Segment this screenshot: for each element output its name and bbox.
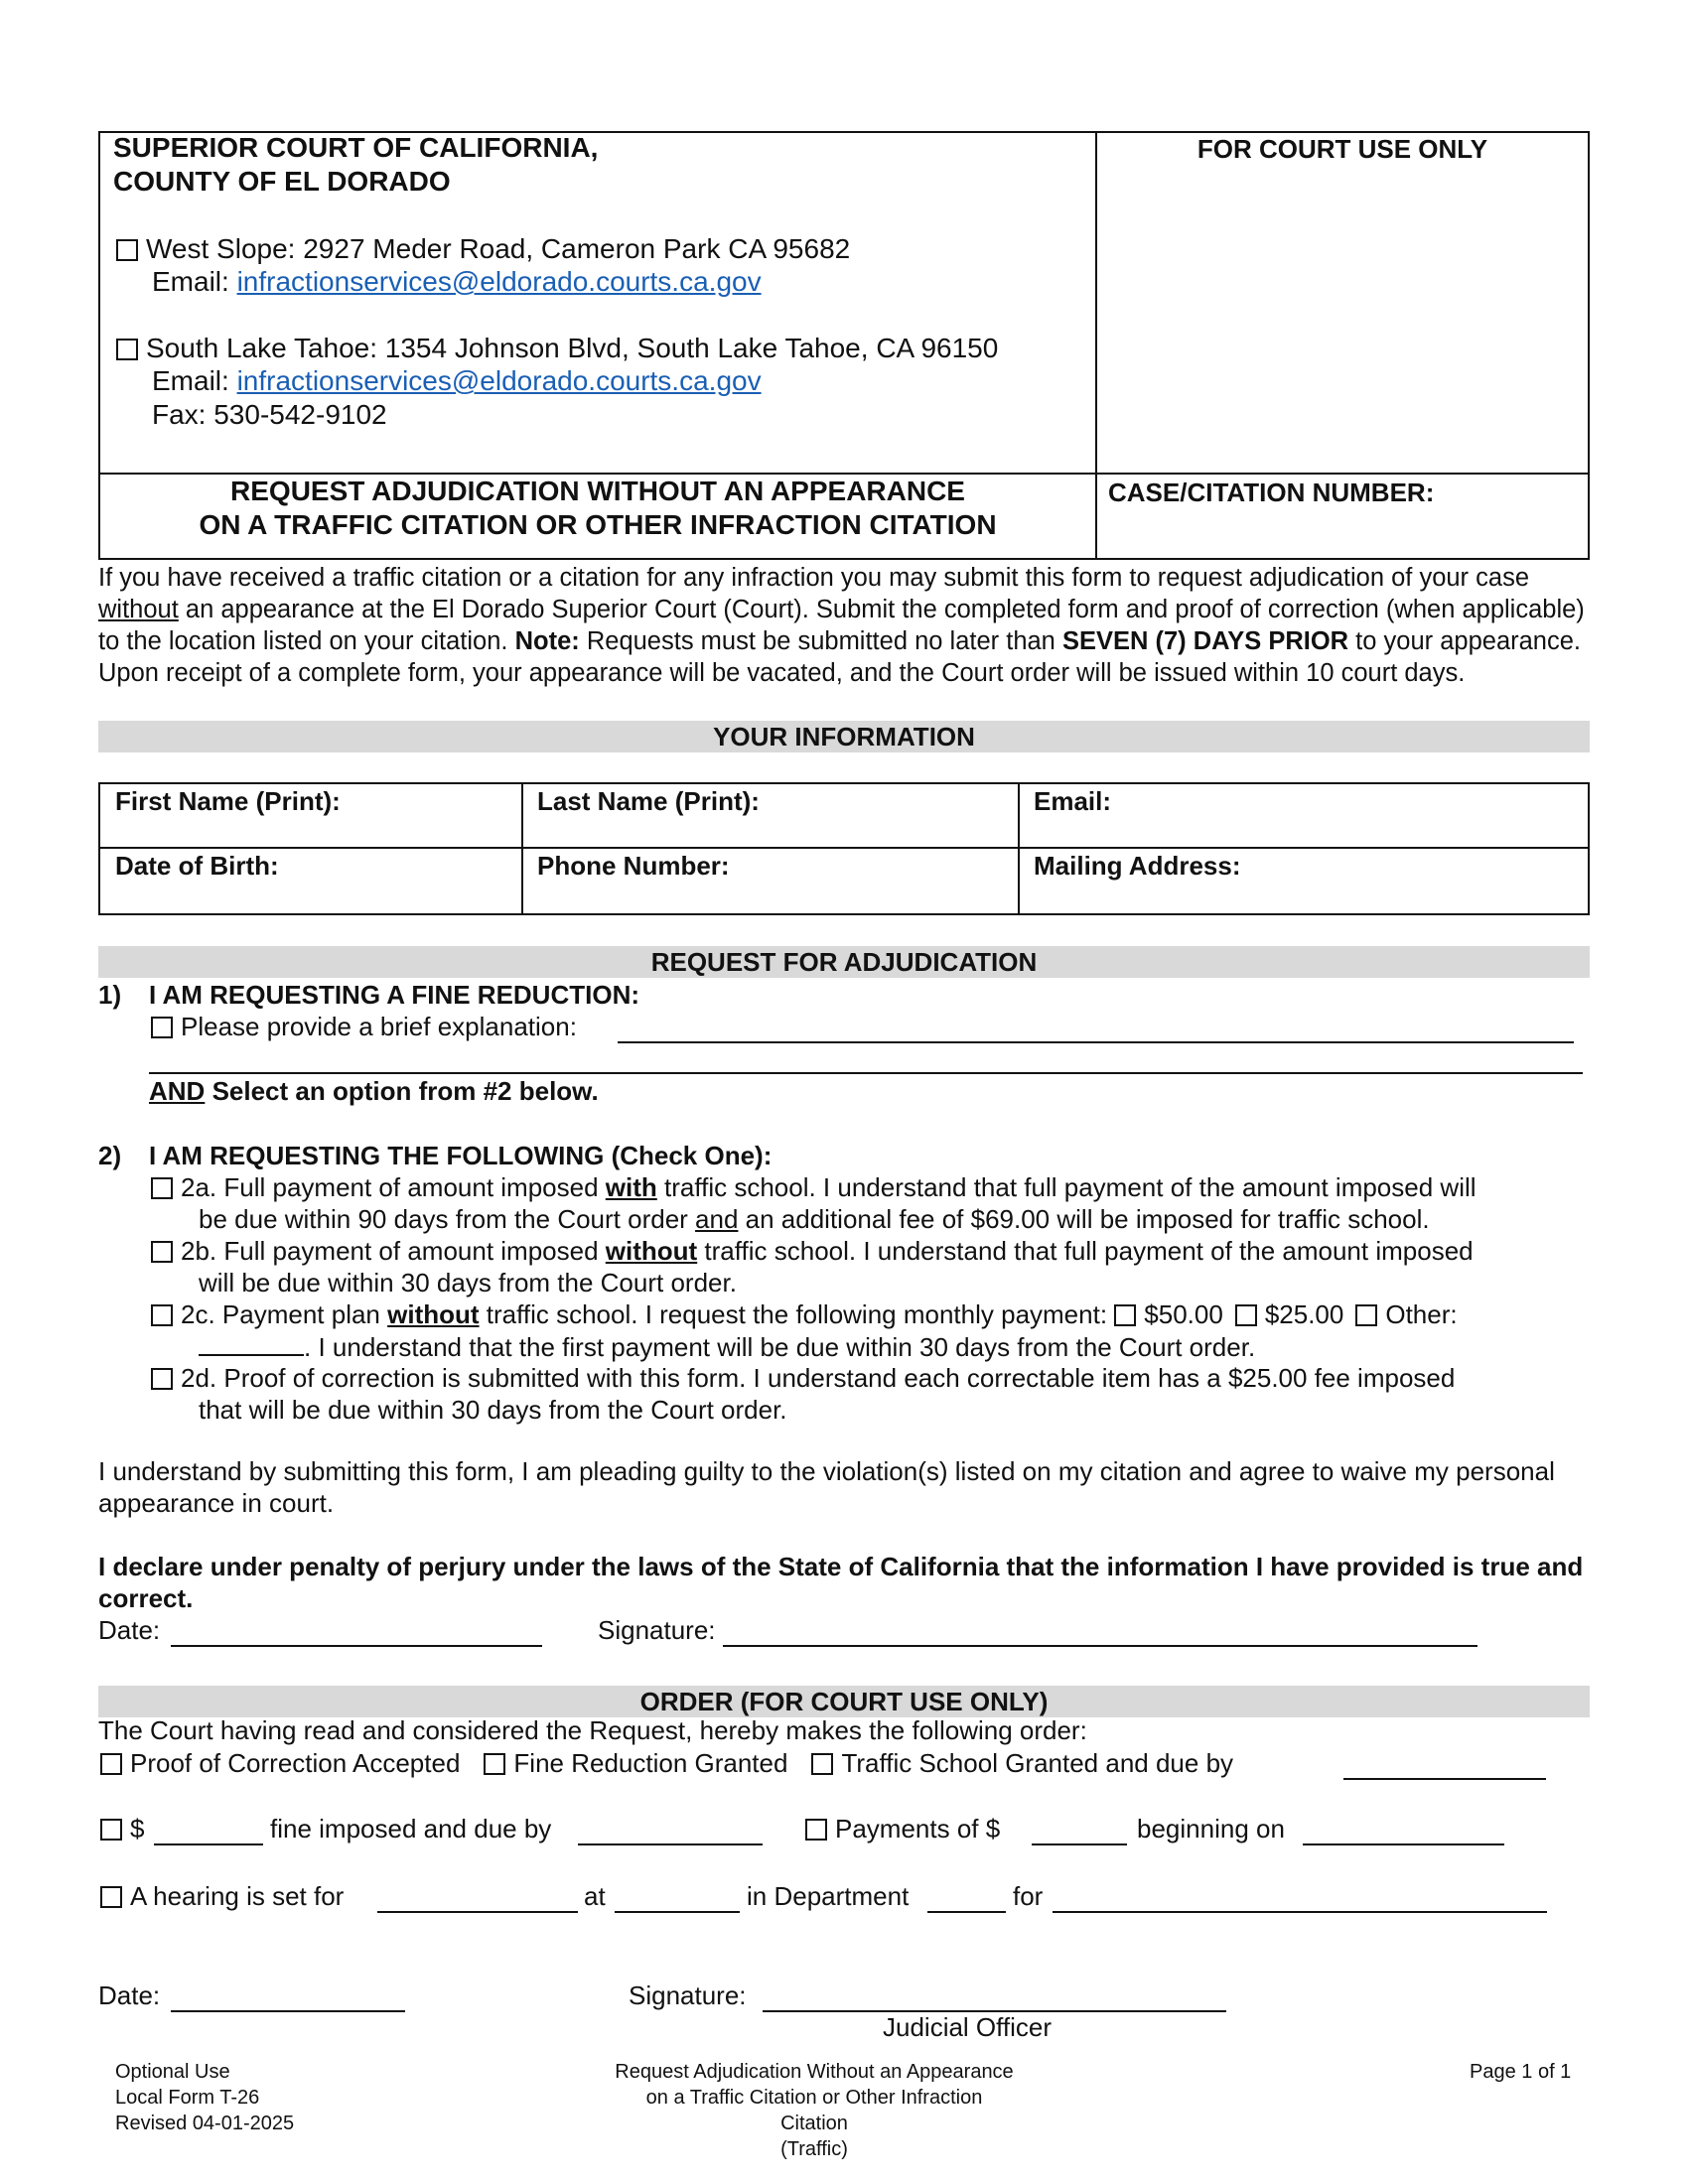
order-row-1: Proof of Correction Accepted Fine Reduction Granted Traffic School Granted and due by [100, 1747, 1233, 1779]
order-signature-label: Signature: [629, 1980, 747, 2010]
applicant-signature-label: Signature: [598, 1615, 716, 1645]
hearing-time-line[interactable] [615, 1911, 740, 1913]
traffic-school-due-line[interactable] [1343, 1778, 1546, 1780]
form-title: REQUEST ADJUDICATION WITHOUT AN APPEARANCE ON A TRAFFIC CITATION OR OTHER INFRACTION CITATION [199, 476, 997, 540]
judicial-officer-label: Judicial Officer [883, 2012, 1053, 2042]
plea-statement: I understand by submitting this form, I am pleading guilty to the violation(s) listed on my citation and agree to waive my personal appearance in court. [98, 1456, 1555, 1518]
fine-reduction-checkbox[interactable] [151, 1017, 173, 1038]
department-line[interactable] [927, 1911, 1006, 1913]
south-lake-checkbox[interactable] [116, 339, 138, 360]
payment-50-checkbox[interactable] [1114, 1304, 1136, 1326]
hearing-at-label: at [584, 1881, 606, 1911]
south-lake-email-row [152, 364, 762, 398]
request-for-adjudication-heading: REQUEST FOR ADJUDICATION [98, 946, 1590, 978]
payment-amount-line[interactable] [1032, 1843, 1127, 1845]
fine-imposed-label: fine imposed and due by [270, 1814, 552, 1843]
option-2b-checkbox[interactable] [151, 1241, 173, 1263]
fine-reduction-granted-checkbox[interactable] [484, 1753, 505, 1775]
department-label: in Department [747, 1881, 910, 1911]
payment-other-checkbox[interactable] [1355, 1304, 1377, 1326]
fine-imposed-checkbox[interactable] [100, 1819, 122, 1841]
fine-reduction-option [151, 1011, 577, 1042]
order-date-line[interactable] [171, 2010, 405, 2012]
west-slope-checkbox[interactable] [116, 239, 138, 261]
proof-accepted-checkbox[interactable] [100, 1753, 122, 1775]
table-col-divider [521, 782, 523, 915]
applicant-date-line[interactable] [171, 1645, 542, 1647]
footer-form-info: Optional Use Local Form T-26 Revised 04-01-2025 [115, 2061, 295, 2134]
option-2d-continued: that will be due within 30 days from the Court order. [199, 1395, 787, 1425]
item-2-number: 2) [98, 1141, 122, 1170]
footer-form-title: Request Adjudication Without an Appearance on a Traffic Citation or Other Infraction Citation (Traffic) [615, 2061, 1014, 2160]
fine-amount-line[interactable] [154, 1843, 263, 1845]
page-number: Page 1 of 1 [1470, 2061, 1572, 2083]
west-slope-address: West Slope: 2927 Meder Road, Cameron Park CA 95682 [146, 233, 851, 264]
beginning-on-label: beginning on [1137, 1814, 1285, 1843]
first-name-field[interactable]: First Name (Print): [115, 786, 341, 816]
table-row-divider [98, 847, 1590, 849]
option-2d-checkbox[interactable] [151, 1368, 173, 1390]
hearing-option: A hearing is set for [100, 1880, 344, 1912]
date-of-birth-field[interactable]: Date of Birth: [115, 851, 279, 881]
option-2d: 2d. Proof of correction is submitted with this form. I understand each correctable item has a $25.00 fee imposed [151, 1362, 1455, 1394]
intro-paragraph: If you have received a traffic citation or a citation for any infraction you may submit this form to request adjudication of your case without an appearance at the El Dorado Superior Court (Court). Submit the completed form and proof of correction (when applicable) to the location listed on your citation. Note: Requests must be submitted no later than SEVEN (7) DAYS PRIOR to your appearance. Upon receipt of a complete form, your appearance will be vacated, and the Court order will be issued within 10 court days. [98, 564, 1585, 687]
perjury-declaration: I declare under penalty of perjury under the laws of the State of California that the information I have provided is true and correct. [98, 1552, 1584, 1613]
payment-25-checkbox[interactable] [1235, 1304, 1257, 1326]
table-col-divider [1018, 782, 1020, 915]
and-select-option: AND Select an option from #2 below. [149, 1076, 599, 1106]
case-number-label: CASE/CITATION NUMBER: [1108, 478, 1435, 507]
explanation-label: Please provide a brief explanation: [181, 1012, 577, 1041]
payments-checkbox[interactable] [805, 1819, 827, 1841]
email-label: Email: [152, 266, 229, 297]
option-2c-checkbox[interactable] [151, 1304, 173, 1326]
order-heading: ORDER (FOR COURT USE ONLY) [98, 1686, 1590, 1717]
option-2a-continued: be due within 90 days from the Court order and an additional fee of $69.00 will be imposed for traffic school. [199, 1204, 1430, 1234]
fax-number: Fax: 530-542-9102 [152, 399, 387, 430]
item-1-title: I AM REQUESTING A FINE REDUCTION: [149, 980, 639, 1010]
order-date-label: Date: [98, 1980, 161, 2010]
court-use-only-box [1095, 131, 1590, 475]
phone-number-field[interactable]: Phone Number: [537, 851, 730, 881]
court-name: SUPERIOR COURT OF CALIFORNIA, COUNTY OF EL DORADO [113, 132, 599, 197]
email-label: Email: [152, 365, 229, 396]
option-2a: 2a. Full payment of amount imposed with traffic school. I understand that full payment of the amount imposed will [151, 1171, 1477, 1203]
hearing-purpose-line[interactable] [1053, 1911, 1547, 1913]
email-field[interactable]: Email: [1034, 786, 1112, 816]
south-lake-email-link[interactable]: infractionservices@eldorado.courts.ca.gov [236, 365, 762, 396]
your-information-heading: YOUR INFORMATION [98, 721, 1590, 752]
mailing-address-field[interactable]: Mailing Address: [1034, 851, 1241, 881]
explanation-line-1[interactable] [618, 1041, 1574, 1043]
south-lake-option [116, 332, 998, 365]
option-2b-continued: will be due within 30 days from the Court order. [199, 1268, 737, 1297]
option-2c: 2c. Payment plan without traffic school. I request the following monthly payment: $50.00 $25.00 Other: [151, 1298, 1458, 1330]
hearing-for-label: for [1013, 1881, 1044, 1911]
item-2-title: I AM REQUESTING THE FOLLOWING (Check One): [149, 1141, 773, 1170]
applicant-signature-line[interactable] [723, 1645, 1477, 1647]
payments-option: Payments of $ [805, 1813, 1000, 1844]
west-slope-email-row [152, 265, 762, 299]
court-use-only-label: FOR COURT USE ONLY [1196, 134, 1488, 164]
option-2a-checkbox[interactable] [151, 1177, 173, 1199]
south-lake-address: South Lake Tahoe: 1354 Johnson Blvd, South Lake Tahoe, CA 96150 [146, 333, 999, 363]
traffic-school-granted-checkbox[interactable] [811, 1753, 833, 1775]
order-row-2: $ [100, 1813, 144, 1844]
order-intro: The Court having read and considered the Request, hereby makes the following order: [98, 1715, 1087, 1745]
hearing-checkbox[interactable] [100, 1886, 122, 1908]
west-slope-option [116, 232, 850, 266]
item-1-number: 1) [98, 980, 122, 1010]
beginning-on-line[interactable] [1303, 1843, 1504, 1845]
last-name-field[interactable]: Last Name (Print): [537, 786, 760, 816]
west-slope-email-link[interactable]: infractionservices@eldorado.courts.ca.gov [236, 266, 762, 297]
option-2c-continued: . I understand that the first payment will be due within 30 days from the Court order. [199, 1330, 1255, 1363]
option-2b: 2b. Full payment of amount imposed without traffic school. I understand that full payment of the amount imposed [151, 1235, 1474, 1267]
fine-due-line[interactable] [578, 1843, 763, 1845]
applicant-date-label: Date: [98, 1615, 161, 1645]
explanation-line-2[interactable] [149, 1072, 1583, 1074]
other-amount-blank[interactable] [199, 1330, 304, 1356]
hearing-date-line[interactable] [377, 1911, 578, 1913]
